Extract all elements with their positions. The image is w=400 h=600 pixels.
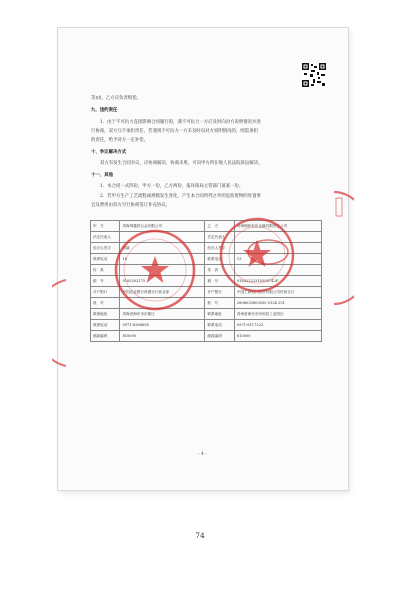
qr-code-icon	[301, 62, 327, 88]
text-line: 2．若甲方生产工艺流程或规模发生变化，产生本合同所列之外的危险废物的处置事	[100, 194, 261, 199]
table-label-cell: 邮政编码	[205, 331, 234, 342]
page-number: 74	[195, 531, 205, 540]
section-heading-breach: 九、违约责任	[91, 108, 118, 113]
table-row	[91, 331, 322, 342]
table-label-cell: 开户银行	[91, 287, 120, 298]
table-value-cell: 中国工商银行股份有限公司民和支行	[234, 287, 321, 298]
table-value-cell: 810000	[120, 331, 205, 342]
table-value-cell: 青海靖鑫铁合金有限公司	[120, 221, 205, 232]
table-label-cell: 开户银行	[205, 287, 234, 298]
seal-icon-party-a	[113, 228, 197, 312]
contract-page	[58, 28, 348, 490]
paging-seal-icon-right	[332, 188, 354, 308]
table-value-cell: 0971-8117223	[234, 320, 321, 331]
inner-page-number: - 4 -	[198, 452, 207, 457]
table-value-cell: 青海湘和有色金属有限责任公司	[234, 221, 321, 232]
table-label-cell: 联系电话	[205, 320, 234, 331]
table-label-cell: 联系电话	[205, 254, 234, 265]
table-label-cell: 传 真	[91, 265, 120, 276]
table-row	[91, 320, 322, 331]
table-label-cell: 税 号	[91, 276, 120, 287]
table-value-cell: 810000	[234, 331, 321, 342]
table-value-cell: 18	[120, 254, 205, 265]
table-label-cell: 联系电话	[91, 320, 120, 331]
paging-seal-icon-left	[52, 278, 66, 368]
table-value-cell: 中国农业银行贵德分行营业部	[120, 287, 205, 298]
table-value-cell: 刘赫	[120, 243, 205, 254]
table-label-cell: 税 号	[205, 276, 234, 287]
table-value-cell: 青海省海东市乐都区	[120, 309, 205, 320]
text-line: 1．由于不可抗力直接影响合同履行的，遇不可抗力一方应及时向对方说明情况并进	[100, 120, 261, 125]
section-heading-other: 十一、其他	[91, 173, 113, 178]
table-label-cell: 乙 方	[205, 221, 234, 232]
table-value-cell: 9163202175	[120, 276, 205, 287]
text-line: 宜及费用由双方另行协商签订补充协议。	[91, 203, 171, 208]
table-label-cell: 甲 方	[91, 221, 120, 232]
section-heading-dispute: 十、争议解决方式	[91, 150, 127, 155]
table-label-cell: 联系地址	[205, 309, 234, 320]
table-label-cell: 联系地址	[91, 309, 120, 320]
text-line: 双方有发生合同争议，应协商解决，协商未果，可向甲方所在地人民法院诉讼解决。	[100, 161, 263, 166]
table-value-cell: 13	[234, 254, 321, 265]
table-label-cell: 法定代表人	[91, 232, 120, 243]
table-label-cell: 账 号	[91, 298, 120, 309]
table-value-cell: 2806030809200 0124 251	[234, 298, 321, 309]
contract-seal-icon	[246, 238, 290, 266]
text-line: 等)由，乙方应负责赔偿。	[91, 96, 142, 101]
table-label-cell: 经办人签字	[205, 243, 234, 254]
table-value-cell: 0971-8268658	[120, 320, 205, 331]
table-label-cell: 联系电话	[91, 254, 120, 265]
table-label-cell: 传 真	[205, 265, 234, 276]
text-line: 的责任，给予对方一定补偿。	[91, 138, 149, 143]
text-line: 1．本合同一式四份，甲方一份，乙方两份，报环保局主管部门备案一份。	[100, 184, 244, 189]
table-label-cell: 邮政编码	[91, 331, 120, 342]
table-value-cell: 青海省海东市民和县工业园区	[234, 309, 321, 320]
table-label-cell: 经办人签字	[91, 243, 120, 254]
text-line: 行协商，双方互不承担责任，若遇到不可抗力一方未及时向对方说明情况的，则需承担	[91, 129, 258, 134]
table-label-cell: 法定代表人	[205, 232, 234, 243]
table-value-cell: 91632222310395742F	[234, 276, 321, 287]
table-label-cell: 账 号	[205, 298, 234, 309]
